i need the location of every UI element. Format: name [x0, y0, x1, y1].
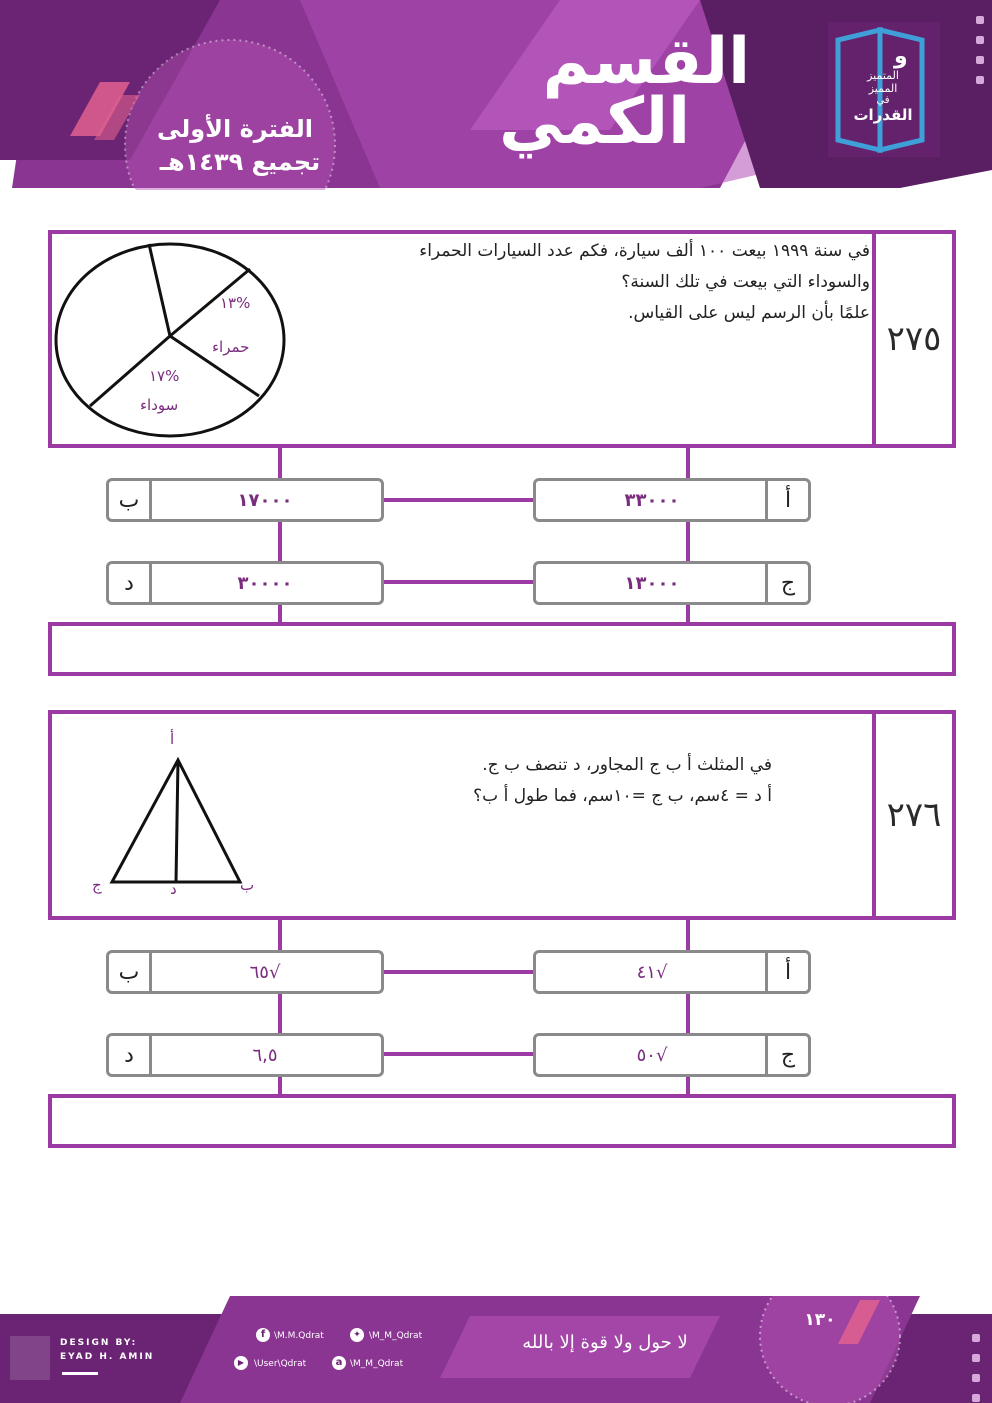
option-c[interactable] [533, 561, 811, 605]
facebook-icon[interactable]: f [256, 1328, 270, 1342]
logo-text-1: و [894, 44, 908, 69]
youtube-handle[interactable]: \User\Qdrat [254, 1359, 307, 1369]
option-a[interactable] [533, 478, 811, 522]
option-c[interactable] [533, 1033, 811, 1077]
connector [383, 970, 535, 974]
option-d[interactable] [106, 561, 384, 605]
pie-red-percent: %١٣ [220, 294, 251, 312]
collection-label: تجميع ١٤٣٩هـ [159, 148, 321, 176]
option-value: √٤١ [636, 961, 668, 983]
logo-text-2: المتميز [867, 69, 899, 82]
option-a[interactable] [533, 950, 811, 994]
pie-black-label: سوداء [140, 396, 179, 414]
connector [383, 1052, 535, 1056]
option-value: ١٣٠٠٠ [624, 572, 680, 594]
vertex-d-label: د [170, 880, 177, 898]
option-letter: ب [109, 481, 152, 519]
option-letter: ج [765, 1036, 808, 1074]
question-275-text [270, 236, 870, 329]
option-b[interactable] [106, 478, 384, 522]
option-letter: د [109, 1036, 152, 1074]
option-value: √٦٥ [249, 961, 281, 983]
question-275-line-2: والسوداء التي بيعت في تلك السنة؟ [621, 272, 870, 292]
answer-box-275[interactable] [48, 622, 956, 676]
page-header [0, 0, 992, 190]
answer-box-276[interactable] [48, 1094, 956, 1148]
title-line-1: القسم [542, 25, 750, 99]
logo-text-5: القدرات [853, 106, 913, 124]
option-b[interactable] [106, 950, 384, 994]
twitter-handle[interactable]: \M_M_Qdrat [369, 1331, 423, 1341]
vertex-b-label: ب [240, 876, 255, 894]
design-by-label: DESIGN BY: [60, 1338, 138, 1348]
pie-black-percent: %١٧ [149, 367, 180, 385]
ask-icon[interactable]: a [332, 1356, 346, 1370]
option-letter: أ [765, 953, 808, 991]
option-letter: ب [109, 953, 152, 991]
option-letter: أ [765, 481, 808, 519]
youtube-icon[interactable]: ▶ [234, 1356, 248, 1370]
option-value: ٣٠٠٠٠ [237, 572, 293, 594]
option-value: ٣٣٠٠٠ [624, 489, 680, 511]
option-value: √٥٠ [636, 1044, 668, 1066]
connector [383, 498, 535, 502]
page-number: ١٣٠ [804, 1310, 836, 1330]
logo-text-3: المميز [868, 82, 898, 95]
vertex-a-label: أ [170, 730, 175, 748]
site-logo [838, 44, 928, 154]
question-276-box [48, 710, 956, 920]
pie-red-label: حمراء [212, 338, 250, 356]
option-value: ١٧٠٠٠ [237, 489, 293, 511]
logo-text-4: في [876, 95, 890, 106]
question-276-line-1: في المثلث أ ب ج المجاور، د تنصف ب ج. [482, 755, 772, 775]
designer-name: EYAD H. AMIN [60, 1352, 155, 1362]
option-letter: ج [765, 564, 808, 602]
facebook-handle[interactable]: \M.M.Qdrat [274, 1331, 324, 1341]
question-275-line-3: علمًا بأن الرسم ليس على القياس. [628, 303, 870, 323]
option-value: ٦,٥ [252, 1044, 278, 1066]
twitter-icon[interactable]: ✦ [350, 1328, 364, 1342]
question-275-line-1: في سنة ١٩٩٩ بيعت ١٠٠ ألف سيارة، فكم عدد السيارات الحمراء [419, 241, 870, 261]
question-276-line-2: أ د = ٤سم، ب ج =١٠سم، فما طول أ ب؟ [473, 786, 772, 806]
calligraphy-text: لا حول ولا قوة إلا بالله [522, 1332, 688, 1353]
title-line-2: الكمي [499, 85, 690, 159]
question-275-number: ٢٧٥ [872, 234, 952, 444]
period-label: الفترة الأولى [156, 115, 314, 143]
vertex-c-label: ج [92, 876, 102, 894]
page-footer [0, 1296, 992, 1403]
option-letter: د [109, 564, 152, 602]
option-d[interactable] [106, 1033, 384, 1077]
question-276-text [272, 750, 772, 812]
ask-handle[interactable]: \M_M_Qdrat [350, 1359, 404, 1369]
question-275-box [48, 230, 956, 448]
connector [383, 580, 535, 584]
question-276-number: ٢٧٦ [872, 714, 952, 916]
